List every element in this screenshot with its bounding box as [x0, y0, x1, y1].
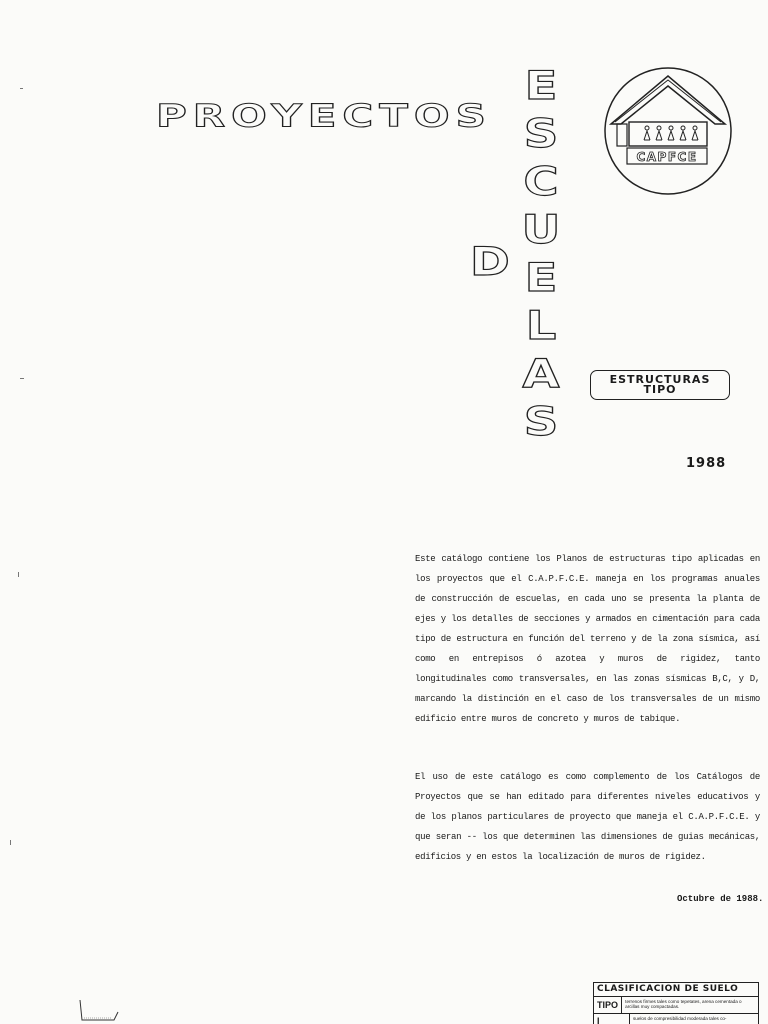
vertical-letter: E — [524, 63, 558, 109]
year-label: 1988 — [686, 456, 727, 471]
scan-speck — [20, 378, 24, 379]
vertical-title-escuelas — [516, 62, 566, 446]
title-proyectos: PROYECTOS — [156, 97, 492, 134]
date-label: Octubre de 1988. — [677, 894, 764, 904]
vertical-letter: S — [523, 399, 559, 445]
vertical-letter: E — [524, 255, 558, 301]
row-label — [594, 1014, 630, 1024]
scan-speck — [18, 572, 19, 577]
scan-speck — [20, 88, 23, 89]
table-row — [594, 1014, 758, 1024]
row-description: suelos de compresibilidad moderada tales co- — [633, 1016, 727, 1021]
capfce-logo — [603, 66, 733, 196]
row-description: terrenos firmes tales como tepetates, arena cementada o arcillas muy compactadas. — [625, 999, 742, 1009]
row-label: TIPO I — [594, 997, 622, 1013]
vertical-letter: C — [523, 159, 559, 205]
vertical-letter: L — [525, 303, 557, 349]
paragraph-1: Este catálogo contiene los Planos de estructuras tipo aplicadas en los proyectos que el C.A.P.F.C.E. maneja en los programas anuales de construcción de escuelas, en cada uno se presenta la planta de ejes y los detalles de secciones y armados en cimentación para cada tipo de estructura en función del terreno y de la zona sísmica, así como en entrepisos ó azotea y muros de rigidez, tanto longitudinales como transversales, en las zonas sísmicas B,C, y D, marcando la distinción en el caso de los transversales de un mismo edificio entre muros de concreto y muros de tabique. — [415, 554, 760, 724]
logo-text: CAPFCE — [636, 150, 698, 164]
vertical-letter: A — [522, 351, 560, 397]
title-de: D — [470, 239, 510, 285]
vertical-letter: U — [521, 207, 561, 253]
badge-line1: ESTRUCTURAS — [609, 373, 711, 386]
table-header: CLASIFICACION DE SUELO — [594, 983, 758, 997]
paragraph-2: El uso de este catálogo es como complemento de los Catálogos de Proyectos que se han editado para diferentes niveles educativos y de los planos particulares de proyecto que maneja el C.A.P.F.C.E. y que seran -- los que determinen las dimensiones de guias mecánicas, edificios y en estos la localización de muros de rigidez. — [415, 772, 760, 862]
scan-scribble — [70, 998, 130, 1024]
vertical-letter: S — [523, 111, 559, 157]
estructuras-tipo-badge — [590, 370, 730, 400]
soil-classification-table — [593, 982, 759, 1024]
scan-speck — [10, 840, 11, 845]
badge-line2: TIPO — [643, 383, 677, 396]
